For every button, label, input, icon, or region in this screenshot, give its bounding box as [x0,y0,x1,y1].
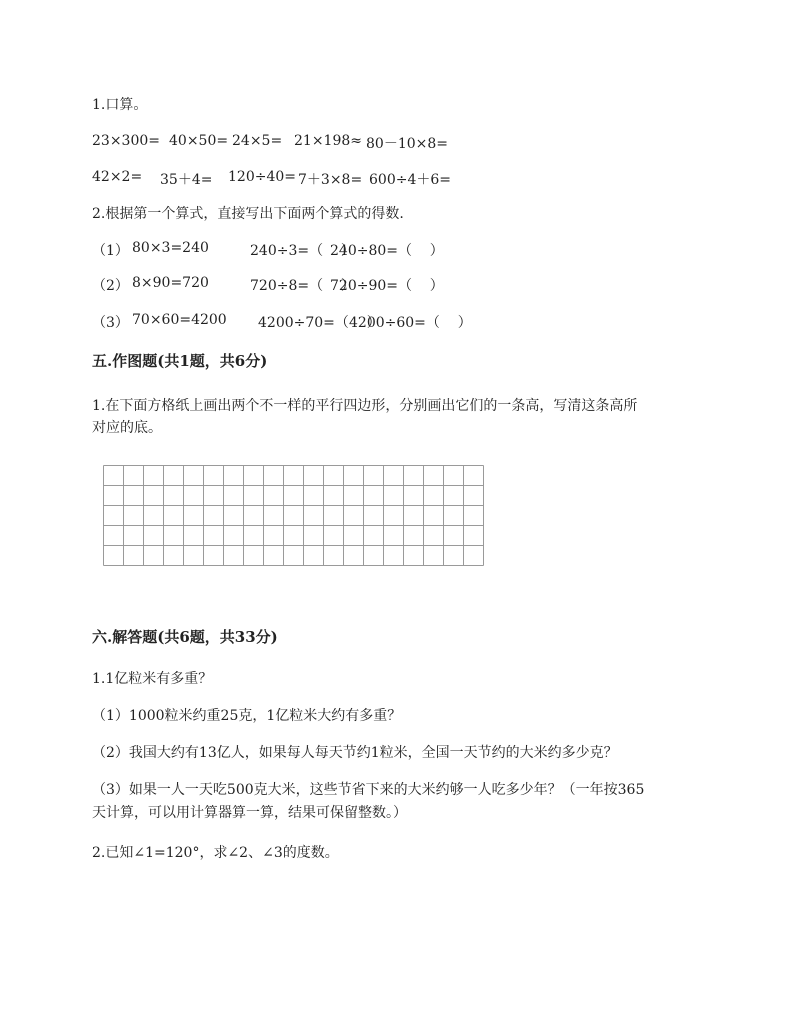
mental-item: 23×300= [92,133,160,149]
q2-title: 2.已知∠1=120°，求∠2、∠3的度数。 [92,845,339,861]
given-equation: 8×90=720 [132,275,209,291]
answer-blank-a: 4200÷70=（ ） [258,315,381,331]
answer-blank-a: 240÷3=（ ） [250,243,355,259]
section-heading: 五.作图题(共1题，共6分) [92,352,268,370]
mental-item: 600÷4＋6= [369,172,451,188]
section-heading: 六.解答题(共6题，共33分) [92,628,278,646]
item-number: （1） [92,243,129,259]
q1-part-3: （3）如果一人一天吃500克大米，这些节省下来的大米约够一人吃多少年？（一年按365 [92,782,645,798]
answer-blank-b: 240÷80=（ ） [330,243,444,259]
given-equation: 80×3=240 [132,240,209,256]
question-text: 1.在下面方格纸上画出两个不一样的平行四边形，分别画出它们的一条高，写清这条高所 [92,398,638,414]
item-number: （3） [92,315,129,331]
answer-blank-b: 720÷90=（ ） [330,278,444,294]
answer-blank-b: 4200÷60=（ ） [349,315,472,331]
mental-item: 80－10×8= [366,136,448,152]
mental-item: 21×198≈ [294,133,362,149]
mental-item: 24×5= [232,133,283,149]
mental-item: 35＋4= [160,172,213,188]
question-text-continued: 对应的底。 [92,420,162,436]
mental-item: 40×50= [169,133,229,149]
q1-part-3-continued: 天计算，可以用计算器算一算，结果可保留整数。） [92,805,407,821]
q1-part-2: （2）我国大约有13亿人，如果每人每天节约1粒米，全国一天节约的大米约多少克？ [92,745,618,761]
item-number: （2） [92,278,129,294]
mental-item: 42×2= [92,169,143,185]
answer-blank-a: 720÷8=（ ） [250,278,355,294]
mental-item: 120÷40= [228,169,296,185]
given-equation: 70×60=4200 [132,312,227,328]
q1-title: 1.口算。 [92,97,148,113]
q2-title: 2.根据第一个算式，直接写出下面两个算式的得数. [92,206,404,222]
mental-item: 7＋3×8= [298,172,363,188]
graph-paper-grid[interactable] [103,465,485,567]
q1-part-1: （1）1000粒米约重25克，1亿粒米大约有多重？ [92,708,402,724]
q1-title: 1.1亿粒米有多重？ [92,671,213,687]
